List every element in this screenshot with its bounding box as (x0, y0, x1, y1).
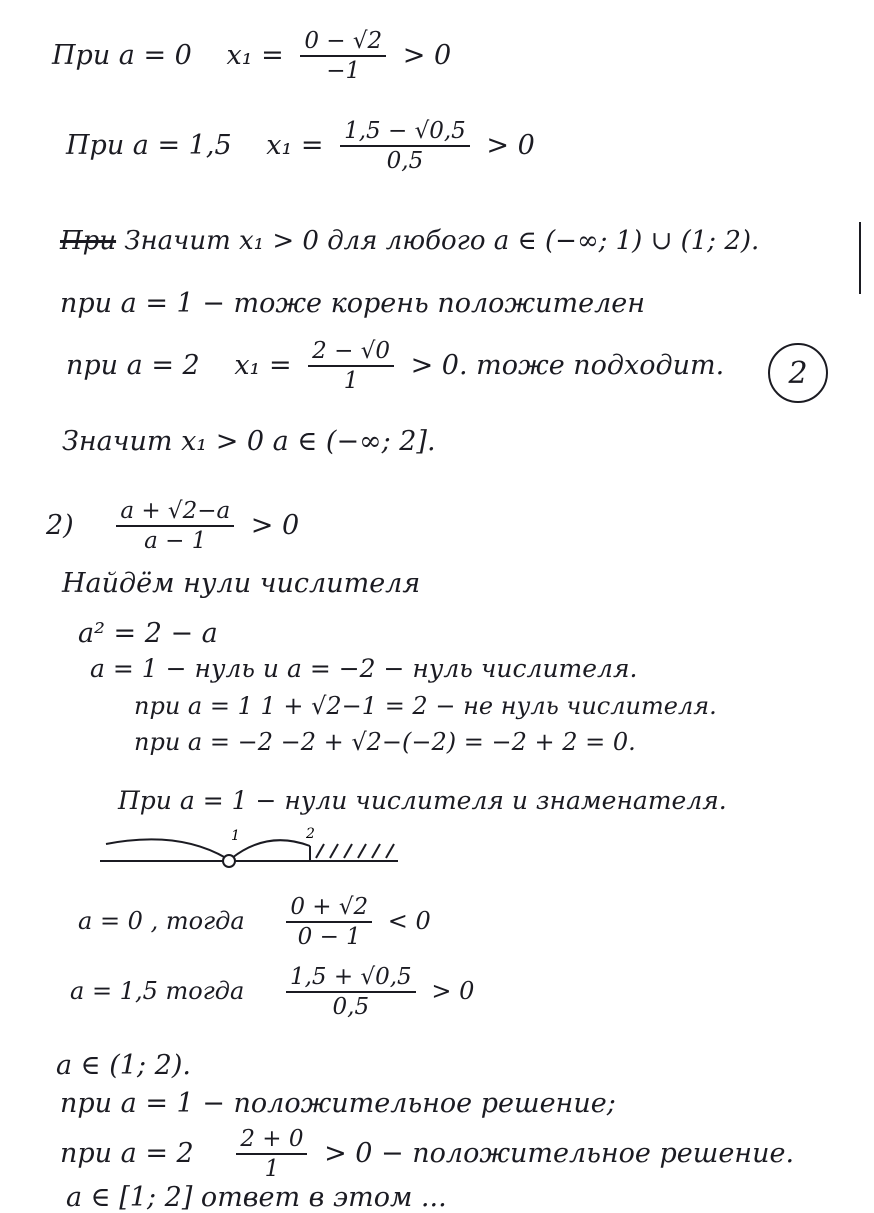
inequality-sign: > 0 (250, 510, 300, 541)
line-cut-off: a ∈ [1; 2] ответ в этом ... (66, 1182, 447, 1213)
numerator: 0 − √2 (300, 30, 386, 57)
fraction (340, 120, 470, 173)
inequality-sign: > 0. тоже подходит. (410, 350, 725, 381)
numerator: 2 − √0 (308, 340, 394, 367)
denominator: 0,5 (332, 994, 370, 1020)
conclusion-text: Значит x₁ > 0 для любого a ∈ (−∞; 1) ∪ (1; 2). (116, 226, 760, 256)
struck-word: При (60, 226, 117, 256)
denominator: 0,5 (386, 148, 424, 174)
axis-label-1: 1 (231, 828, 240, 844)
denominator: −1 (326, 58, 361, 84)
circled-number: 2 (768, 343, 828, 403)
x1-label: x₁ = (226, 40, 284, 71)
arc-left (106, 839, 226, 858)
numerator: 2 + 0 (236, 1128, 307, 1155)
hatching (316, 844, 394, 858)
denominator: 0 − 1 (297, 924, 361, 950)
line-equation: a² = 2 − a (78, 618, 218, 649)
axis-label-2: 2 (306, 826, 315, 842)
conclusion-text: > 0 − положительное решение. (324, 1138, 795, 1169)
numerator: 0 + √2 (286, 896, 372, 923)
inequality-sign: > 0 (402, 40, 452, 71)
line-find-zeros: Найдём нули числителя (62, 568, 421, 599)
line-a0 (52, 30, 451, 83)
line-a15 (66, 120, 535, 173)
line-interval: a ∈ (1; 2). (56, 1050, 191, 1081)
line-a2 (66, 340, 724, 393)
numerator: a + √2−a (116, 500, 234, 527)
arc-right (232, 840, 310, 858)
open-point (223, 855, 235, 867)
condition-label: при a = 2 (60, 1138, 194, 1169)
line-conclusion-2: Значит x₁ > 0 a ∈ (−∞; 2]. (62, 426, 436, 457)
numerator: 1,5 − √0,5 (340, 120, 470, 147)
inequality-sign: > 0 (431, 977, 475, 1005)
condition-label: При a = 1,5 (66, 130, 232, 161)
margin-bar (859, 222, 861, 294)
inequality-sign: < 0 (387, 907, 431, 935)
line-both-zero: При a = 1 − нули числителя и знаменателя. (118, 786, 727, 815)
test-label: a = 1,5 тогда (70, 977, 245, 1005)
fraction (236, 1128, 307, 1181)
fraction (116, 500, 234, 553)
line-positive-2 (60, 1128, 794, 1181)
item-number: 2) (46, 510, 74, 541)
line-check-1: при a = 1 1 + √2−1 = 2 − не нуль числителя. (134, 692, 717, 720)
x1-label: x₁ = (266, 130, 324, 161)
denominator: 1 (264, 1156, 280, 1182)
number-line-diagram (98, 820, 418, 880)
line-positive-1: при a = 1 − положительное решение; (60, 1088, 616, 1119)
line-a1: при a = 1 − тоже корень положителен (60, 288, 646, 319)
line-check-2: при a = −2 −2 + √2−(−2) = −2 + 2 = 0. (134, 728, 636, 756)
fraction (308, 340, 394, 393)
fraction (286, 966, 416, 1019)
line-test-0 (78, 896, 431, 949)
fraction (286, 896, 372, 949)
condition-label: При a = 0 (52, 40, 192, 71)
fraction (300, 30, 386, 83)
numerator: 1,5 + √0,5 (286, 966, 416, 993)
condition-label: при a = 2 (66, 350, 200, 381)
line-conclusion-1 (60, 228, 759, 254)
denominator: a − 1 (144, 528, 207, 554)
line-test-15 (70, 966, 474, 1019)
line-roots: a = 1 − нуль и a = −2 − нуль числителя. (90, 654, 638, 683)
denominator: 1 (343, 368, 359, 394)
line-inequality (46, 500, 299, 553)
inequality-sign: > 0 (486, 130, 535, 161)
x1-label: x₁ = (234, 350, 292, 381)
test-label: a = 0 , тогда (78, 907, 245, 935)
